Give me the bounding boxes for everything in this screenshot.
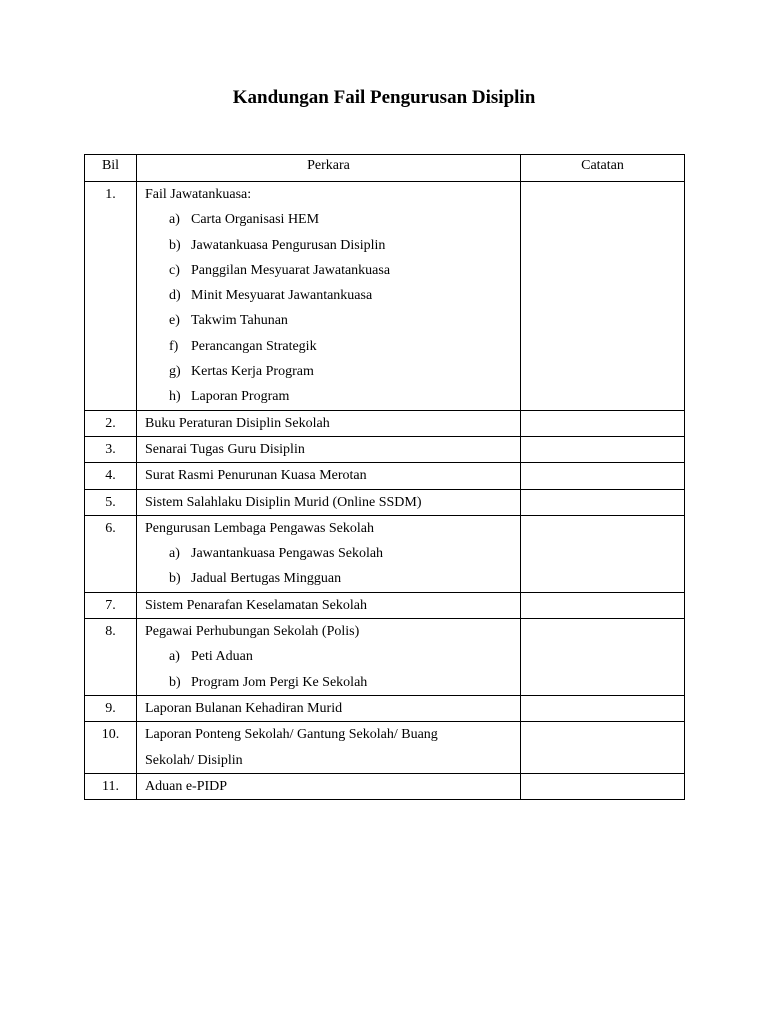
perkara-text: Laporan Bulanan Kehadiran Murid bbox=[145, 700, 343, 716]
sub-item bbox=[145, 384, 520, 409]
perkara-text: Fail Jawatankuasa: bbox=[145, 187, 252, 202]
row-number: 4. bbox=[85, 463, 137, 489]
sub-item-text: Jawantankuasa Pengawas Sekolah bbox=[191, 546, 384, 562]
table-row bbox=[85, 463, 685, 489]
table-row bbox=[85, 722, 685, 774]
perkara-text: Laporan Ponteng Sekolah/ Gantung Sekolah/ Buang bbox=[145, 727, 438, 743]
table-row bbox=[85, 515, 685, 592]
table-row bbox=[85, 410, 685, 436]
row-number: 9. bbox=[85, 695, 137, 721]
sub-item bbox=[145, 207, 520, 232]
sub-item-text: Panggilan Mesyuarat Jawatankuasa bbox=[191, 262, 391, 278]
row-perkara bbox=[137, 489, 521, 515]
table-row bbox=[85, 695, 685, 721]
sub-item-text: Kertas Kerja Program bbox=[191, 364, 314, 380]
row-perkara bbox=[137, 410, 521, 436]
row-number: 6. bbox=[85, 515, 137, 592]
row-catatan bbox=[521, 410, 685, 436]
perkara-text: Senarai Tugas Guru Disiplin bbox=[145, 441, 305, 457]
header-catatan: Catatan bbox=[521, 155, 685, 182]
sub-item bbox=[145, 283, 520, 308]
sub-item bbox=[145, 308, 520, 333]
row-catatan bbox=[521, 489, 685, 515]
row-number: 11. bbox=[85, 773, 137, 799]
table-row bbox=[85, 592, 685, 618]
sub-item-text: Laporan Program bbox=[191, 389, 290, 405]
row-number: 10. bbox=[85, 722, 137, 774]
row-perkara bbox=[137, 515, 521, 592]
sub-item-text: Jadual Bertugas Mingguan bbox=[191, 571, 342, 587]
row-perkara bbox=[137, 182, 521, 411]
sub-item-marker: a) bbox=[169, 649, 180, 665]
row-catatan bbox=[521, 722, 685, 774]
sub-item-text: Peti Aduan bbox=[191, 649, 253, 665]
row-number: 3. bbox=[85, 436, 137, 462]
sub-item-text: Program Jom Pergi Ke Sekolah bbox=[191, 674, 368, 690]
sub-item bbox=[145, 670, 520, 695]
sub-item-marker: b) bbox=[169, 674, 181, 690]
row-catatan bbox=[521, 515, 685, 592]
sub-item-text: Carta Organisasi HEM bbox=[191, 212, 320, 228]
row-number: 7. bbox=[85, 592, 137, 618]
sub-item bbox=[145, 541, 520, 566]
sub-item bbox=[145, 233, 520, 258]
sub-item-marker: b) bbox=[169, 571, 181, 587]
perkara-text: Surat Rasmi Penurunan Kuasa Merotan bbox=[145, 468, 367, 484]
table-body bbox=[85, 182, 685, 800]
perkara-text: Pengurusan Lembaga Pengawas Sekolah bbox=[145, 520, 374, 536]
row-catatan bbox=[521, 436, 685, 462]
perkara-text: Aduan e-PIDP bbox=[145, 778, 228, 794]
row-perkara bbox=[137, 619, 521, 696]
sub-item-marker: a) bbox=[169, 212, 180, 228]
row-perkara bbox=[137, 592, 521, 618]
sub-item-text: Minit Mesyuarat Jawantankuasa bbox=[191, 288, 373, 304]
row-perkara bbox=[137, 463, 521, 489]
sub-item bbox=[145, 644, 520, 669]
table-row bbox=[85, 182, 685, 411]
table-header-row bbox=[85, 155, 685, 182]
perkara-text: Sistem Penarafan Keselamatan Sekolah bbox=[145, 597, 367, 613]
row-catatan bbox=[521, 773, 685, 799]
row-perkara bbox=[137, 695, 521, 721]
document-table bbox=[84, 154, 685, 800]
sub-item-text: Takwim Tahunan bbox=[191, 313, 288, 329]
row-catatan bbox=[521, 463, 685, 489]
row-perkara bbox=[137, 436, 521, 462]
row-catatan bbox=[521, 592, 685, 618]
sub-item-marker: c) bbox=[169, 262, 180, 278]
row-catatan bbox=[521, 619, 685, 696]
row-number: 8. bbox=[85, 619, 137, 696]
sub-item-marker: f) bbox=[169, 338, 179, 354]
sub-item-marker: g) bbox=[169, 364, 181, 380]
sub-item bbox=[145, 258, 520, 283]
sub-item-marker: d) bbox=[169, 288, 181, 304]
sub-item-marker: a) bbox=[169, 546, 180, 562]
header-bil: Bil bbox=[85, 155, 137, 182]
header-perkara: Perkara bbox=[137, 155, 521, 182]
table-row bbox=[85, 436, 685, 462]
sub-item bbox=[145, 566, 520, 591]
perkara-text: Pegawai Perhubungan Sekolah (Polis) bbox=[145, 624, 360, 640]
page-title: Kandungan Fail Pengurusan Disiplin bbox=[232, 87, 536, 108]
sub-item-marker: h) bbox=[169, 389, 181, 405]
row-number: 1. bbox=[85, 182, 137, 411]
sub-item-text: Perancangan Strategik bbox=[191, 338, 317, 354]
sub-item-marker: e) bbox=[169, 313, 180, 329]
row-catatan bbox=[521, 695, 685, 721]
row-perkara bbox=[137, 773, 521, 799]
sub-item bbox=[145, 359, 520, 384]
perkara-text-continued: Sekolah/ Disiplin bbox=[145, 752, 243, 768]
table-row bbox=[85, 773, 685, 799]
table-row bbox=[85, 619, 685, 696]
sub-item-marker: b) bbox=[169, 237, 181, 253]
sub-item bbox=[145, 334, 520, 359]
perkara-text: Sistem Salahlaku Disiplin Murid (Online SSDM) bbox=[145, 494, 422, 510]
table-row bbox=[85, 489, 685, 515]
row-number: 2. bbox=[85, 410, 137, 436]
row-perkara bbox=[137, 722, 521, 774]
perkara-text: Buku Peraturan Disiplin Sekolah bbox=[145, 415, 330, 431]
sub-item-text: Jawatankuasa Pengurusan Disiplin bbox=[191, 237, 386, 253]
row-catatan bbox=[521, 182, 685, 411]
row-number: 5. bbox=[85, 489, 137, 515]
